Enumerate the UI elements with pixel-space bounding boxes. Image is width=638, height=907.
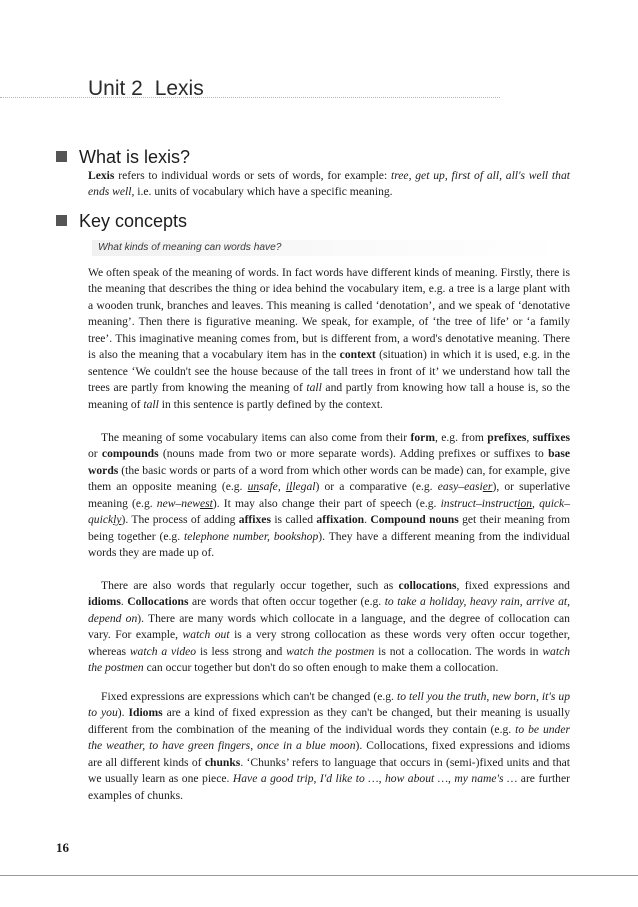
- lexis-definition-paragraph: Lexis refers to individual words or sets of words, for example: tree, get up, first of all, all's well that ends well, i.e. units of vocabulary which have a specific meaning.: [88, 169, 570, 199]
- collocations-paragraph: There are also words that regularly occur together, such as collocations, fixed expressions and idioms. Collocations are words that often occur together (e.g. to take a holiday, heavy rain, arrive at, depend on). There are many words which collocate in a language, and the degree of collocation can vary. For example, watch out is a very strong collocation as these words very often occur together, whereas watch a video is less strong and watch the postmen is not a collocation. The words in watch the postmen can occur together but don't do so often enough to make them a collocation.: [88, 579, 571, 675]
- square-bullet-icon: [56, 215, 67, 226]
- section-heading-what-is-lexis: What is lexis?: [56, 146, 556, 168]
- square-bullet-icon: [56, 151, 67, 162]
- bottom-rule: [0, 875, 638, 876]
- unit-title: [88, 78, 548, 100]
- unit-number: Unit 2: [88, 77, 143, 100]
- question-banner: What kinds of meaning can words have?: [92, 240, 562, 256]
- idioms-paragraph: Fixed expressions are expressions which can't be changed (e.g. to tell you the truth, new born, it's up to you). Idioms are a kind of fixed expression as they can't be changed, but their meaning is usually different from the combination of the meaning of the individual words they contain (e.g. to be under the weather, to have green fingers, once in a blue moon). Collocations, fixed expressions and idioms are all different kinds of chunks. ‘Chunks’ refers to language that occurs in (semi-)fixed units and that we usually learn as one piece. Have a good trip, I'd like to …, how about …, my name's … are further examples of chunks.: [88, 690, 570, 802]
- section-heading-key-concepts: Key concepts: [56, 210, 556, 232]
- meaning-paragraph: We often speak of the meaning of words. In fact words have different kinds of meaning. Firstly, there is the meaning that describes the thing or idea behind the vocabulary item, e.g. a tree is a large plant with a wooden trunk, branches and leaves. This meaning is called ‘denotation’, and we speak of ‘denotative meaning’. Then there is figurative meaning. We speak, for example, of ‘the tree of life’ or ‘a family tree’. This imaginative meaning comes from, but is different from, a word's denotative meaning. There is also the meaning that a vocabulary item has in the context (situation) in which it is used, e.g. in the sentence ‘We couldn't see the house because of the tall trees in front of it’ we understand how tall the trees are partly from knowing the meaning of tall and partly from knowing how tall a house is, so the meaning of tall in this sentence is partly defined by the context.: [88, 266, 570, 411]
- form-paragraph: The meaning of some vocabulary items can also come from their form, e.g. from prefixes, suffixes or compounds (nouns made from two or more separate words). Adding prefixes or suffixes to base words (the basic words or parts of a word from which other words can be made) can, for example, give them an opposite meaning (e.g. unsafe, illegal) or a comparative (e.g. easy–easier), or superlative meaning (e.g. new–newest). It may also change their part of speech (e.g. instruct–instruction, quick–quickly). The process of adding affixes is called affixation. Compound nouns get their meaning from being together (e.g. telephone number, bookshop). They have a different meaning from the individual words they are made up of.: [88, 431, 571, 560]
- page-number: 16: [56, 840, 69, 855]
- unit-name: Lexis: [154, 77, 204, 100]
